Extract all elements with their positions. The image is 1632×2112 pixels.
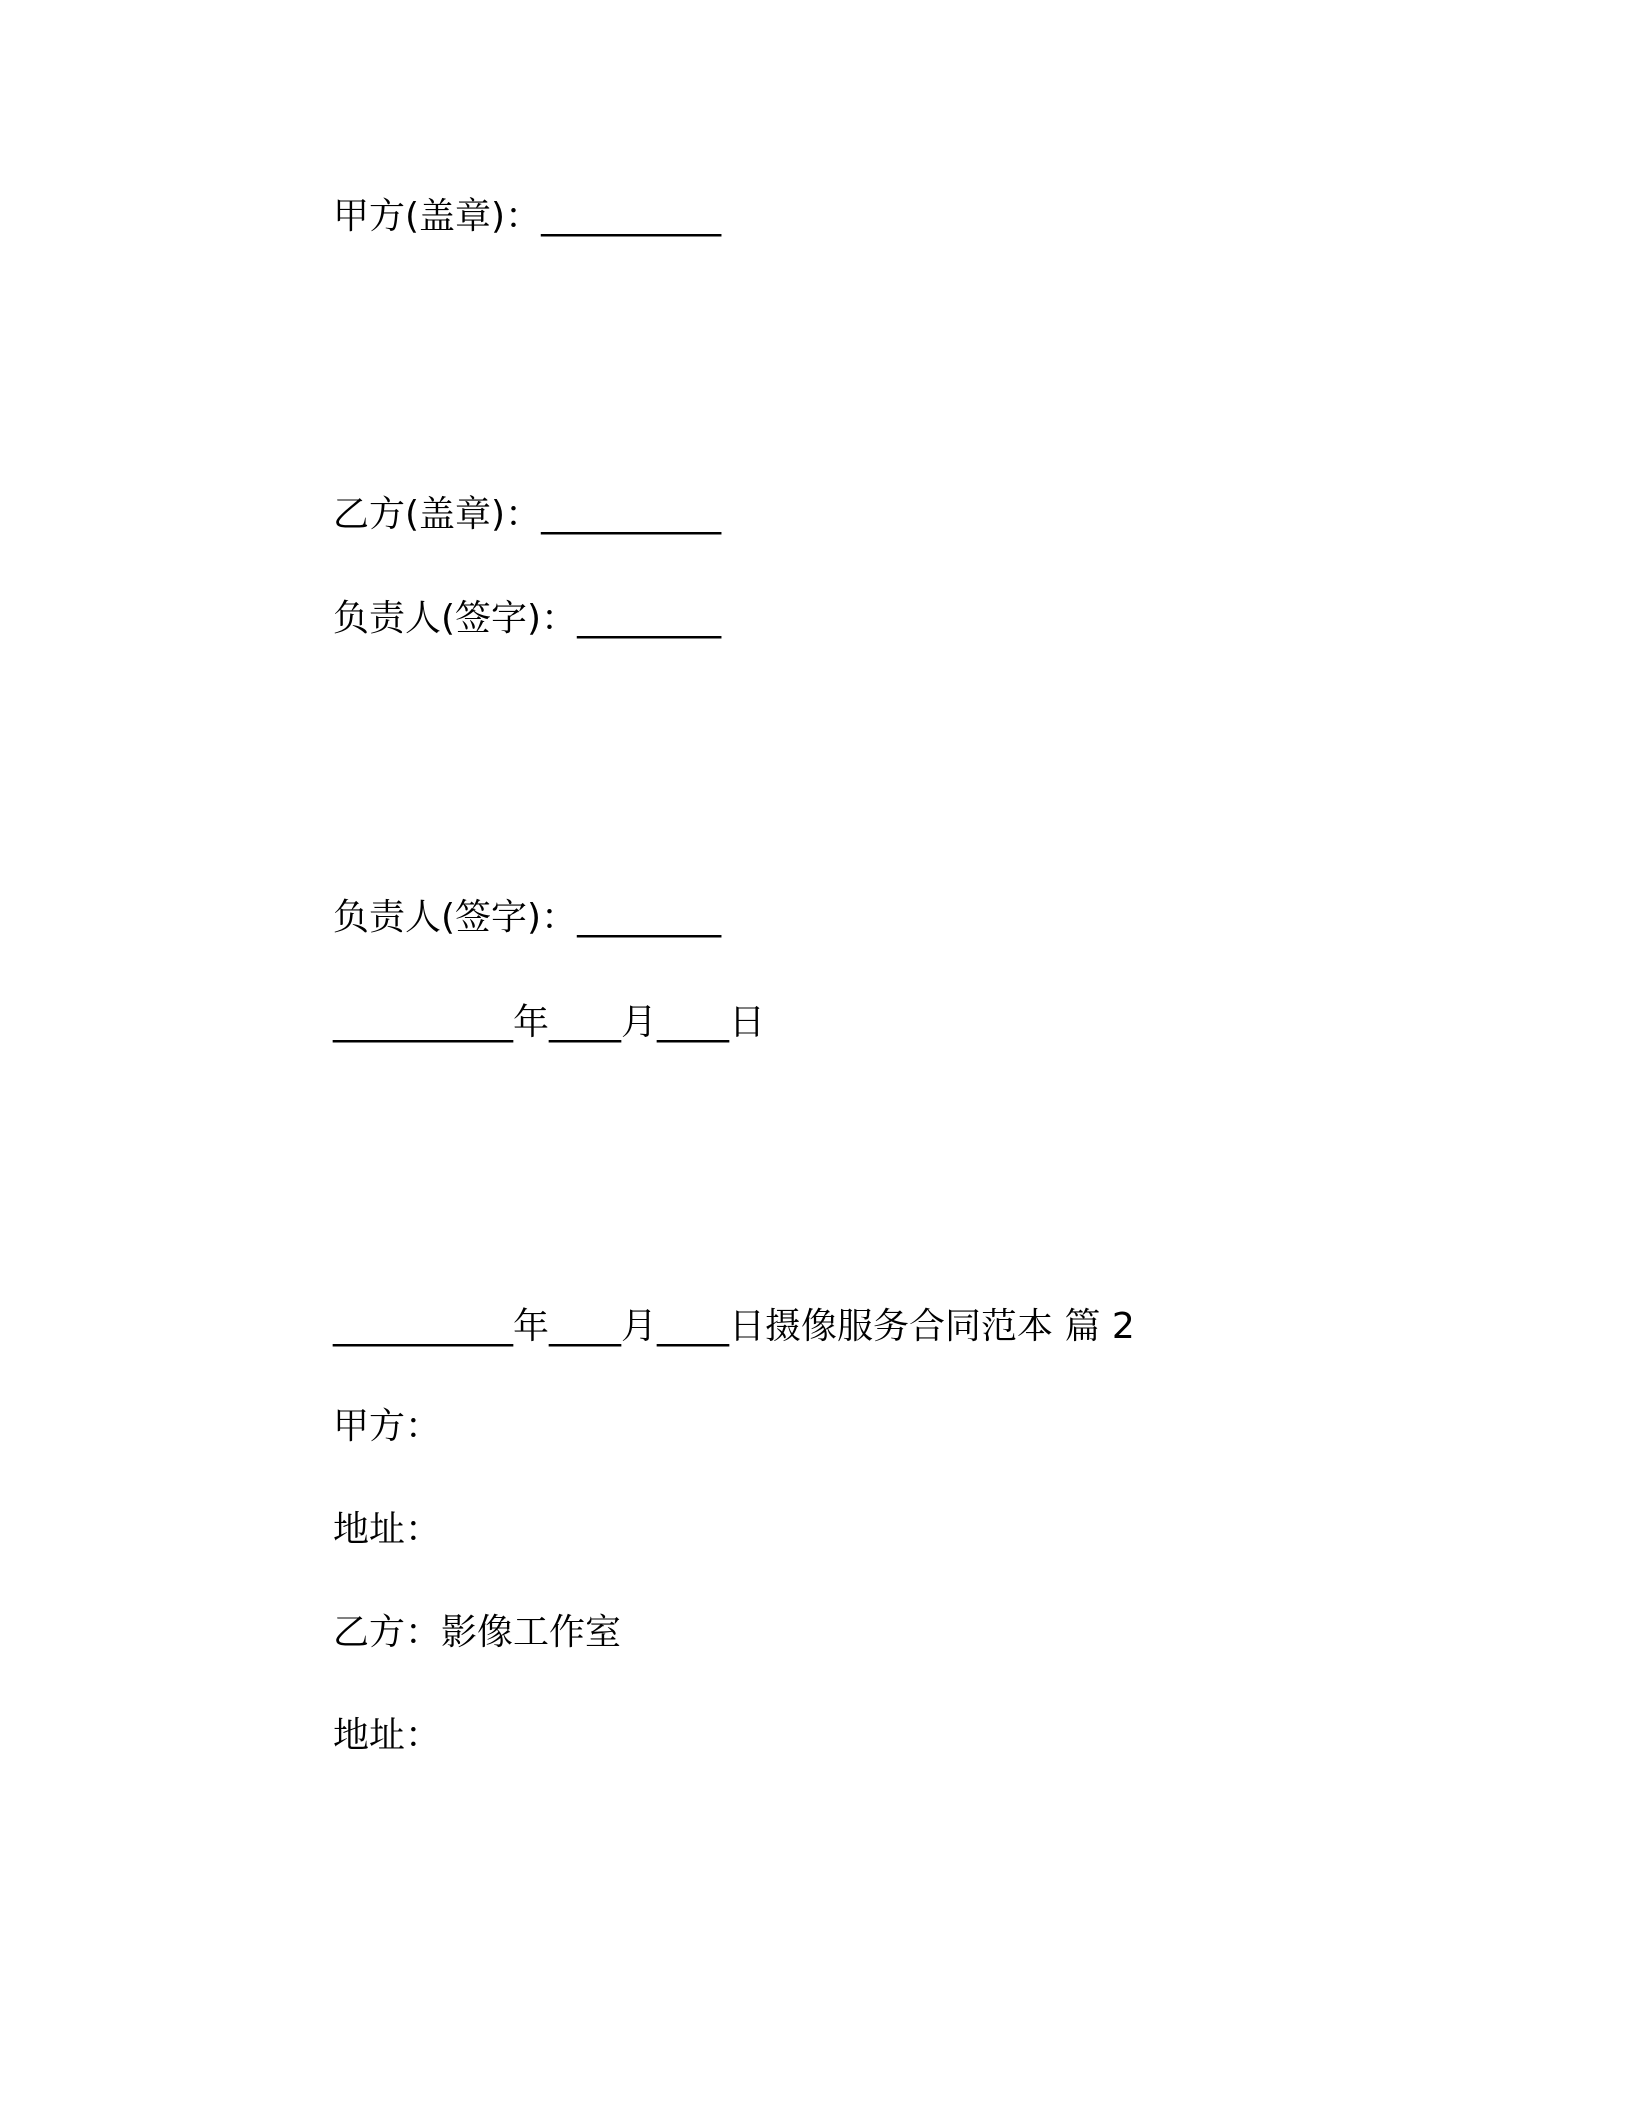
party-b-studio-line: 乙方：影像工作室: [333, 1612, 622, 1653]
date-and-section-title-line: __________年____月____日摄像服务合同范本 篇 2: [333, 1306, 1135, 1347]
party-a-label: 甲方：: [333, 1406, 442, 1447]
party-a-seal-line: 甲方(盖章)：__________: [333, 196, 722, 237]
party-b-address-label: 地址：: [333, 1715, 442, 1756]
party-b-seal-line: 乙方(盖章)：__________: [333, 494, 722, 535]
responsible-person-signature-line-2: 负责人(签字)：________: [333, 897, 722, 938]
date-line: __________年____月____日: [333, 1002, 765, 1043]
party-a-address-label: 地址：: [333, 1509, 442, 1550]
responsible-person-signature-line-1: 负责人(签字)：________: [333, 598, 722, 639]
